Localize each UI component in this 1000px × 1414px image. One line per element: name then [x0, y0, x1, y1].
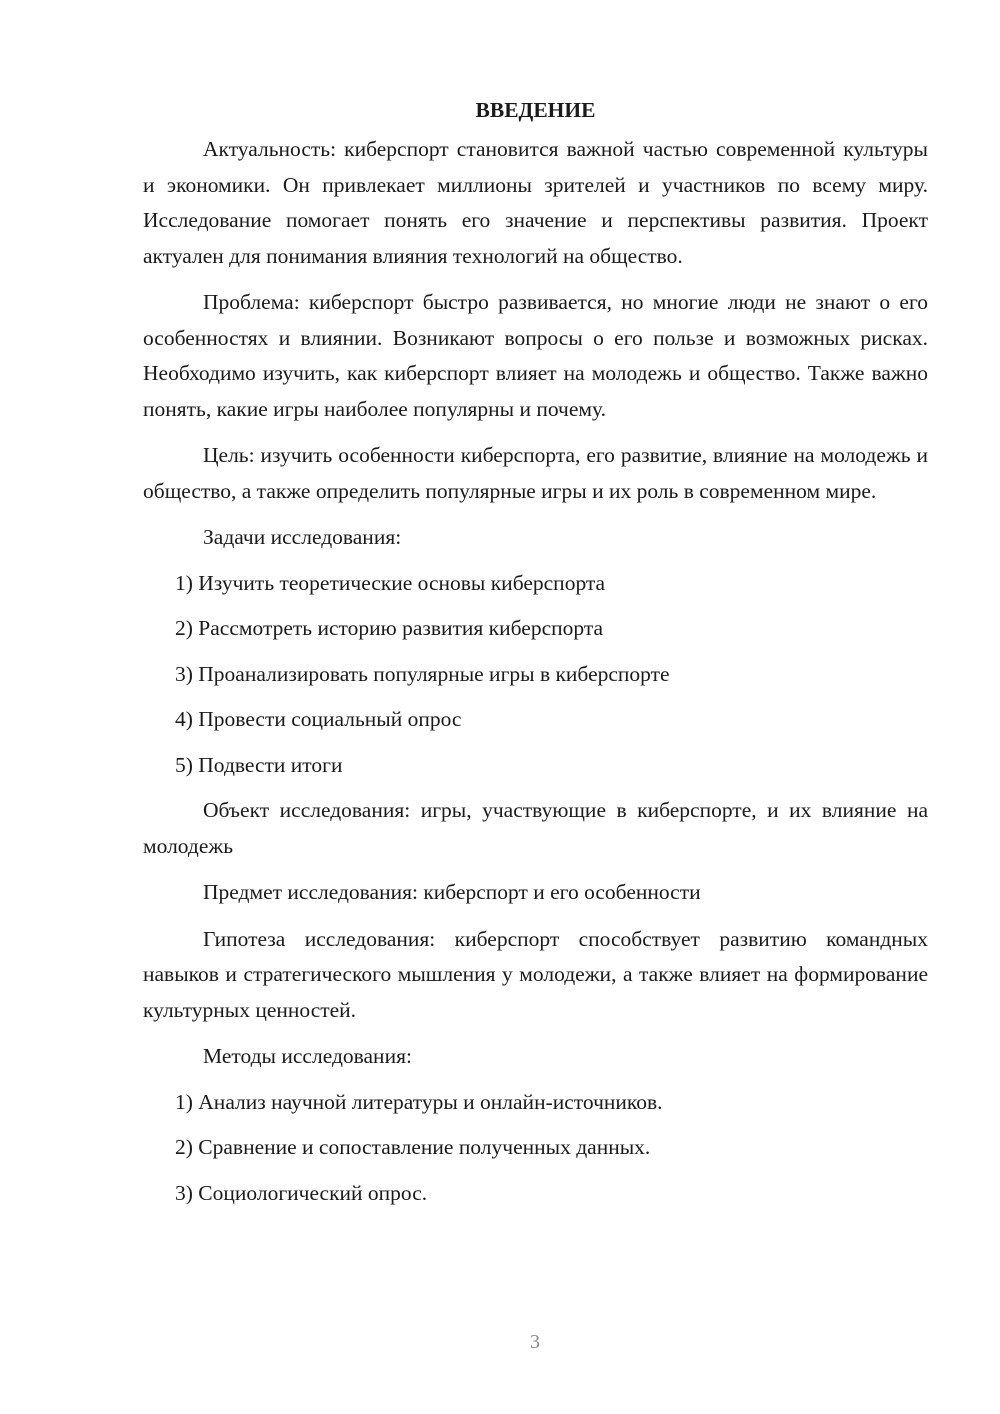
goal-paragraph: Цель: изучить особенности киберспорта, его развитие, влияние на молодежь и общество, а также определить популярные игры и их роль в современном мире. [143, 443, 928, 503]
tasks-heading: Задачи исследования: [203, 525, 402, 549]
document-page [143, 92, 928, 1221]
task-item: 4) Провести социальный опрос [175, 707, 462, 731]
page-number: 3 [530, 1331, 540, 1353]
methods-heading: Методы исследования: [203, 1044, 412, 1068]
task-item: 2) Рассмотреть историю развития киберспорта [175, 616, 604, 640]
method-item: 2) Сравнение и сопоставление полученных данных. [175, 1135, 651, 1159]
method-item: 3) Социологический опрос. [175, 1180, 428, 1205]
problem-paragraph: Проблема: киберспорт быстро развивается, но многие люди не знают о его особенностях и влиянии. Возникают вопросы о его пользе и возможных рисках. Необходимо изучить, как киберспорт влияет на молодежь и общество. Также важно понять, какие игры наиболее популярны и почему. [143, 290, 928, 421]
relevance-paragraph: Актуальность: киберспорт становится важной частью современной культуры и экономики. Он привлекает миллионы зрителей и участников по всему миру. Исследование помогает понять его значение и перспективы развития. Проект актуален для понимания влияния технологий на общество. [143, 137, 928, 268]
task-item: 5) Подвести итоги [175, 752, 343, 777]
methods-list [143, 1085, 928, 1212]
hypothesis-paragraph: Гипотеза исследования: киберспорт способствует развитию командных навыков и стратегического мышления у молодежи, а также влияет на формирование культурных ценностей. [143, 926, 928, 1022]
task-item: 1) Изучить теоретические основы киберспорта [175, 570, 606, 595]
tasks-list [143, 566, 928, 784]
object-paragraph: Объект исследования: игры, участвующие в киберспорте, и их влияние на молодежь [143, 798, 928, 858]
method-item: 1) Анализ научной литературы и онлайн-источников. [175, 1089, 663, 1114]
subject-paragraph: Предмет исследования: киберспорт и его особенности [203, 880, 701, 904]
section-title: ВВЕДЕНИЕ [475, 98, 596, 122]
task-item: 3) Проанализировать популярные игры в киберспорте [175, 661, 670, 686]
